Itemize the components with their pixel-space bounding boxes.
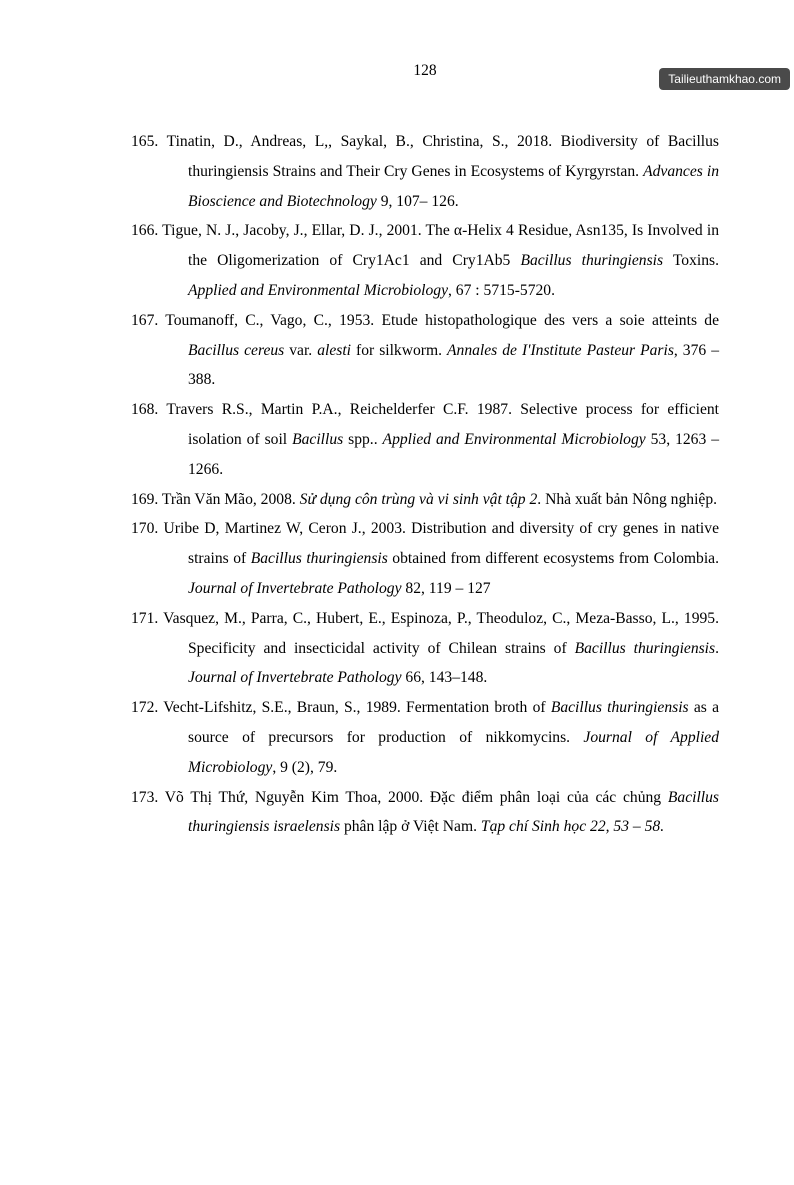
reference-text: Toumanoff, C., Vago, C., 1953. Etude histopathologique des vers a soie atteints de Bacillus cereus var. alesti for silkworm. Annales de I'Institute Pasteur Paris, 376 – 388.	[165, 311, 719, 389]
reference-number: 166.	[131, 222, 159, 240]
reference-number: 171.	[131, 609, 159, 627]
page-content	[131, 62, 719, 842]
page-number: 128	[413, 62, 437, 79]
reference-number: 173.	[131, 788, 159, 806]
reference-item	[131, 693, 719, 782]
reference-item	[131, 127, 719, 216]
reference-number: 169.	[131, 490, 159, 508]
reference-text: Tigue, N. J., Jacoby, J., Ellar, D. J., 2001. The α-Helix 4 Residue, Asn135, Is Involved in the Oligomerization of Cry1Ac1 and Cry1Ab5 Bacillus thuringiensis Toxins. Applied and Environmental Microbiology, 67 : 5715-5720.	[162, 222, 719, 299]
reference-item	[131, 514, 719, 603]
reference-number: 170.	[131, 520, 159, 538]
reference-number: 167.	[131, 311, 159, 329]
reference-text: Trần Văn Mão, 2008. Sử dụng côn trùng và vi sinh vật tập 2. Nhà xuất bản Nông nghiệp.	[161, 490, 718, 508]
reference-number: 168.	[131, 401, 159, 419]
reference-item	[131, 306, 719, 395]
reference-text: Vecht-Lifshitz, S.E., Braun, S., 1989. Fermentation broth of Bacillus thuringiensis as a source of precursors for production of nikkomycins. Journal of Applied Microbiology, 9 (2), 79.	[163, 699, 720, 776]
reference-number: 172.	[131, 699, 159, 717]
reference-item	[131, 485, 719, 515]
reference-text: Võ Thị Thứ, Nguyễn Kim Thoa, 2000. Đặc điểm phân loại của các chủng Bacillus thuringiensis israelensis phân lập ở Việt Nam. Tạp chí Sinh học 22, 53 – 58.	[164, 788, 719, 836]
reference-text: Vasquez, M., Parra, C., Hubert, E., Espinoza, P., Theoduloz, C., Meza-Basso, L., 1995. Specificity and insecticidal activity of Chilean strains of Bacillus thuringiensis. Journal of Invertebrate Pathology 66, 143–148.	[163, 609, 719, 687]
references-list	[131, 127, 719, 842]
reference-text: Tinatin, D., Andreas, L,, Saykal, B., Christina, S., 2018. Biodiversity of Bacillus thuringiensis Strains and Their Cry Genes in Ecosystems of Kyrgyrstan. Advances in Bioscience and Biotechnology 9, 107– 126.	[166, 133, 720, 210]
reference-number: 165.	[131, 133, 159, 150]
reference-text: Uribe D, Martinez W, Ceron J., 2003. Distribution and diversity of cry genes in native strains of Bacillus thuringiensis obtained from different ecosystems from Colombia. Journal of Invertebrate Pathology 82, 119 – 127	[163, 520, 720, 597]
reference-text: Travers R.S., Martin P.A., Reichelderfer C.F. 1987. Selective process for efficient isolation of soil Bacillus spp.. Applied and Environmental Microbiology 53, 1263 – 1266.	[166, 401, 719, 478]
watermark-site-label: Tailieuthamkhao.com	[659, 68, 790, 90]
reference-item	[131, 604, 719, 693]
reference-item	[131, 216, 719, 305]
reference-item	[131, 783, 719, 843]
reference-item	[131, 395, 719, 484]
document-page	[0, 62, 794, 1185]
